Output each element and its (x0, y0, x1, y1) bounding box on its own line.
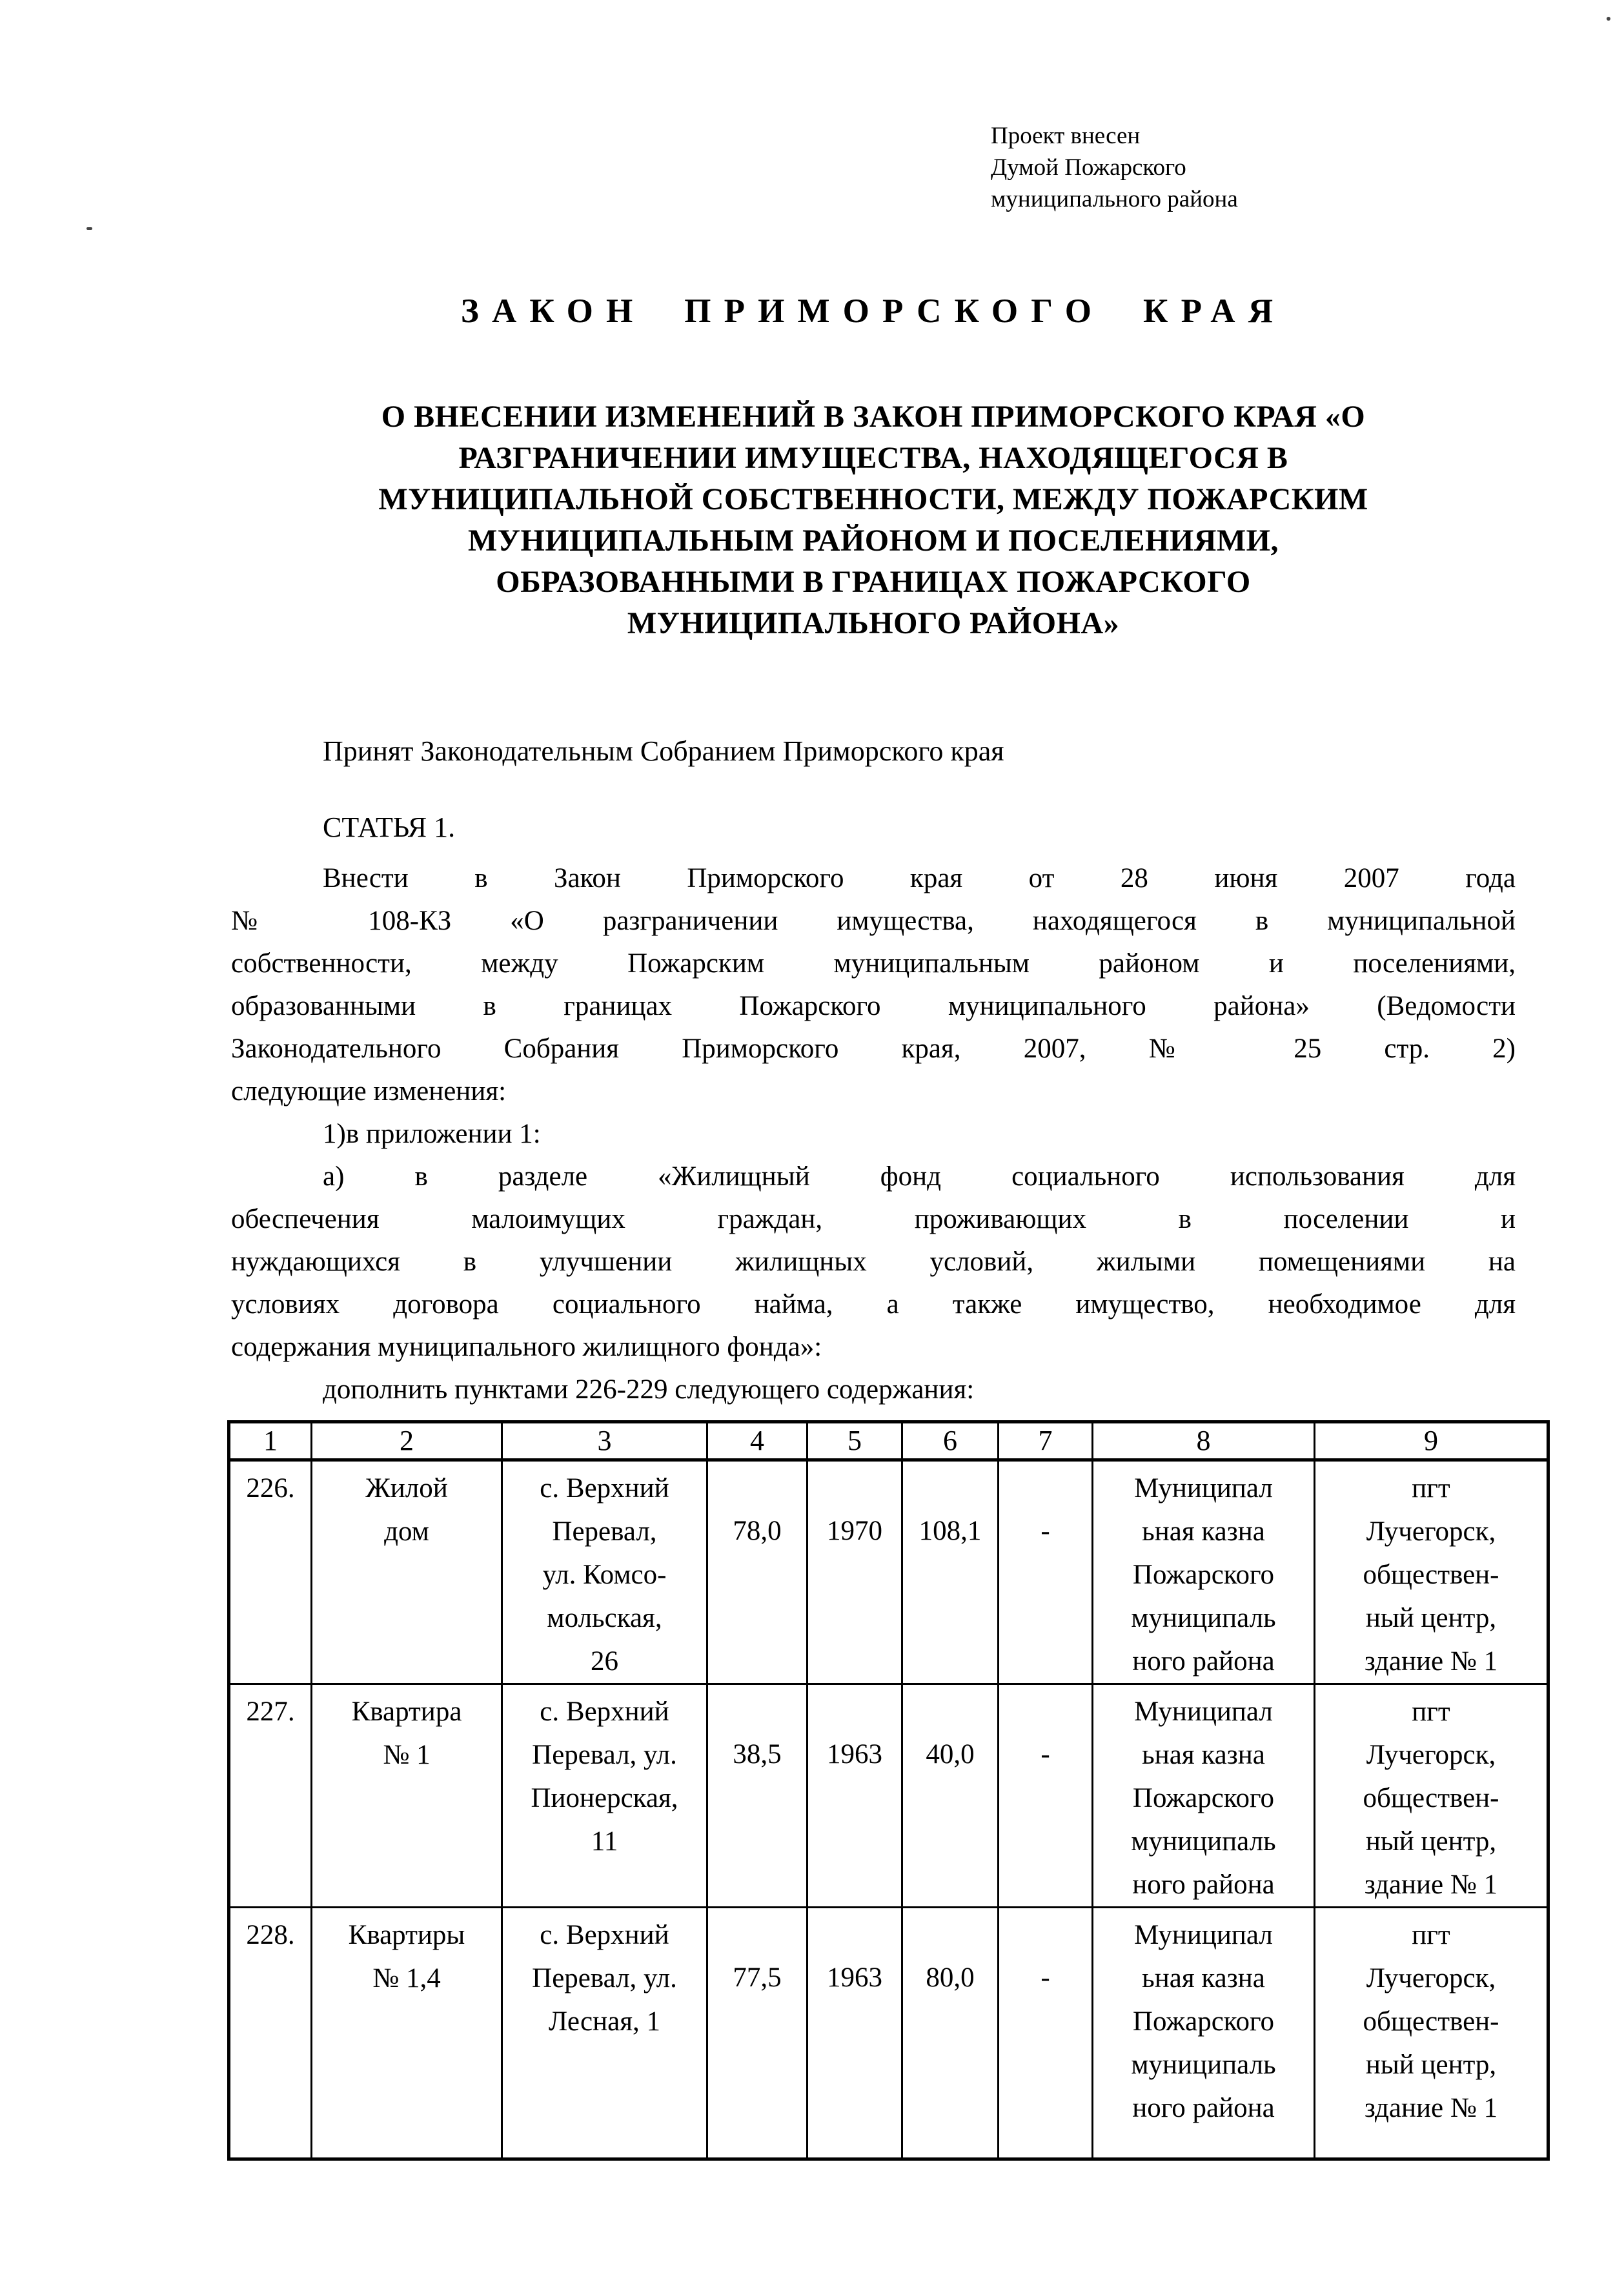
table-header-row (229, 1422, 1548, 1460)
adopted-line: Принят Законодательным Собранием Приморского края (323, 735, 1004, 767)
scan-artifact-dot (1607, 17, 1610, 21)
cell-address: с. Верхний Перевал, ул. Комсо- мольская, 26 (502, 1460, 707, 1684)
body-line: следующие изменения: (231, 1076, 507, 1106)
cell-col5-value: 1963 (807, 1684, 902, 1908)
header-note-line: Проект внесен (991, 123, 1141, 149)
body-line: 1)в приложении 1: (323, 1119, 541, 1149)
body-line: Законодательного Собрания Приморского края, 2007, № 25 стр. 2) (231, 1034, 1516, 1064)
cell-col6-value: 108,1 (902, 1460, 999, 1684)
body-line: а) в разделе «Жилищный фонд социального использования для (323, 1161, 1516, 1192)
cell-col5-value: 1963 (807, 1908, 902, 2159)
cell-owner: Муниципал ьная казна Пожарского муниципаль ного района (1093, 1684, 1315, 1908)
cell-object-name: Жилой дом (312, 1460, 502, 1684)
cell-item-number: 227. (229, 1684, 312, 1908)
cell-col4-value: 78,0 (707, 1460, 807, 1684)
cell-item-number: 228. (229, 1908, 312, 2159)
body-line: собственности, между Пожарским муниципальным районом и поселениями, (231, 948, 1516, 979)
law-subtitle (231, 396, 1516, 644)
header-note-line: муниципального района (991, 186, 1238, 212)
table-row (229, 1460, 1548, 1684)
body-line: образованными в границах Пожарского муниципального района» (Ведомости (231, 991, 1516, 1021)
cell-owner: Муниципал ьная казна Пожарского муниципаль ного района (1093, 1460, 1315, 1684)
subtitle-line: ОБРАЗОВАННЫМИ В ГРАНИЦАХ ПОЖАРСКОГО (496, 565, 1251, 599)
cell-col6-value: 80,0 (902, 1908, 999, 2159)
table-header-cell: 3 (502, 1422, 707, 1460)
table-header-cell: 4 (707, 1422, 807, 1460)
cell-col4-value: 77,5 (707, 1908, 807, 2159)
body-line: № 108-КЗ «О разграничении имущества, находящегося в муниципальной (231, 906, 1516, 936)
annex-table (227, 1420, 1550, 2161)
header-note (991, 120, 1238, 215)
cell-location: пгт Лучегорск, обществен- ный центр, здание № 1 (1315, 1908, 1548, 2159)
annex-table-body (229, 1460, 1548, 2159)
cell-col6-value: 40,0 (902, 1684, 999, 1908)
table-header-cell: 7 (999, 1422, 1093, 1460)
body-text (231, 857, 1516, 1411)
table-row (229, 1684, 1548, 1908)
cell-address: с. Верхний Перевал, ул. Пионерская, 11 (502, 1684, 707, 1908)
scan-artifact-dash (86, 227, 92, 230)
body-line: дополнить пунктами 226-229 следующего содержания: (323, 1374, 975, 1405)
body-line: нуждающихся в улучшении жилищных условий, жилыми помещениями на (231, 1247, 1516, 1277)
subtitle-line: МУНИЦИПАЛЬНОЙ СОБСТВЕННОСТИ, МЕЖДУ ПОЖАРСКИМ (378, 482, 1368, 516)
table-header-cell: 1 (229, 1422, 312, 1460)
cell-col7-value: - (999, 1460, 1093, 1684)
cell-col7-value: - (999, 1684, 1093, 1908)
body-line: условиях договора социального найма, а также имущество, необходимое для (231, 1289, 1516, 1320)
table-header-cell: 2 (312, 1422, 502, 1460)
cell-object-name: Квартира № 1 (312, 1684, 502, 1908)
cell-col5-value: 1970 (807, 1460, 902, 1684)
annex-table-header (229, 1422, 1548, 1460)
cell-location: пгт Лучегорск, обществен- ный центр, здание № 1 (1315, 1460, 1548, 1684)
body-line: Внести в Закон Приморского края от 28 июня 2007 года (323, 863, 1516, 893)
header-note-line: Думой Пожарского (991, 154, 1186, 181)
subtitle-line: О ВНЕСЕНИИ ИЗМЕНЕНИЙ В ЗАКОН ПРИМОРСКОГО КРАЯ «О (381, 400, 1366, 434)
table-header-cell: 9 (1315, 1422, 1548, 1460)
table-header-cell: 8 (1093, 1422, 1315, 1460)
cell-owner: Муниципал ьная казна Пожарского муниципаль ного района (1093, 1908, 1315, 2159)
subtitle-line: МУНИЦИПАЛЬНОГО РАЙОНА» (627, 606, 1120, 640)
table-header-cell: 5 (807, 1422, 902, 1460)
cell-address: с. Верхний Перевал, ул. Лесная, 1 (502, 1908, 707, 2159)
article-heading: СТАТЬЯ 1. (323, 811, 456, 843)
cell-location: пгт Лучегорск, обществен- ный центр, здание № 1 (1315, 1684, 1548, 1908)
subtitle-line: РАЗГРАНИЧЕНИИ ИМУЩЕСТВА, НАХОДЯЩЕГОСЯ В (458, 441, 1288, 475)
cell-object-name: Квартиры № 1,4 (312, 1908, 502, 2159)
body-line: содержания муниципального жилищного фонда»: (231, 1332, 822, 1362)
subtitle-line: МУНИЦИПАЛЬНЫМ РАЙОНОМ И ПОСЕЛЕНИЯМИ, (467, 524, 1279, 558)
cell-col4-value: 38,5 (707, 1684, 807, 1908)
cell-col7-value: - (999, 1908, 1093, 2159)
table-header-cell: 6 (902, 1422, 999, 1460)
law-title: ЗАКОН ПРИМОРСКОГО КРАЯ (460, 292, 1286, 330)
table-row (229, 1908, 1548, 2159)
cell-item-number: 226. (229, 1460, 312, 1684)
body-line: обеспечения малоимущих граждан, проживающих в поселении и (231, 1204, 1516, 1234)
